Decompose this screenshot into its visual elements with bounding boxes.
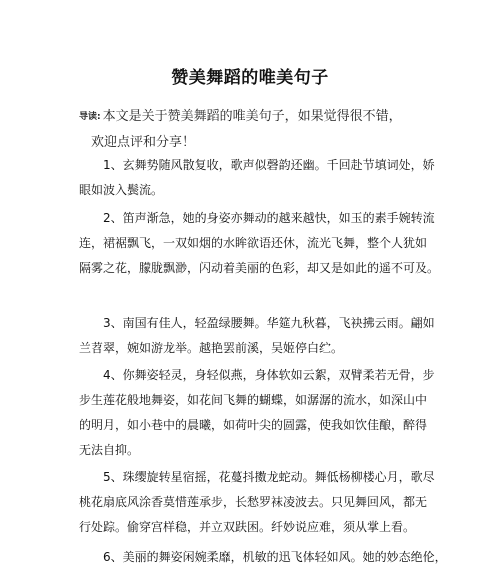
paragraph-6 [79,545,447,566]
paragraph-line: 行处踪。偷穿宫样稳，并立双趺困。纤妙说应难，须从掌上看。 [79,520,416,534]
paragraph-line: 眼如波入鬓流。 [79,183,164,197]
paragraph-line: 4、你舞姿轻灵，身轻似燕，身体软如云絮，双臂柔若无骨，步 [103,368,435,382]
intro-summary [79,104,439,155]
intro-text-line-1: 本文是关于赞美舞蹈的唯美句子，如果觉得很不错， [102,109,402,124]
paragraph-line: 连，裙裾飘飞，一双如烟的水眸欲语还休，流光飞舞，整个人犹如 [79,236,428,250]
paragraph-line: 步生莲花般地舞姿，如花间飞舞的蝴蝶，如潺潺的流水，如深山中 [79,393,428,407]
paragraph-line: 5、珠缨旋转星宿摇，花蔓抖擞龙蛇动。舞低杨柳楼心月，歌尽 [103,470,435,484]
paragraph-4 [79,363,435,463]
paragraph-line: 2、笛声渐急，她的身姿亦舞动的越来越快，如玉的素手婉转流 [103,211,435,225]
paragraph-1 [79,153,435,203]
paragraph-line: 6、美丽的舞姿闲婉柔靡，机敏的迅飞体轻如风。她的妙态绝伦， [103,550,447,564]
page-title: 赞美舞蹈的唯美句子 [171,68,329,88]
paragraph-line: 无法自抑。 [79,443,140,457]
paragraph-line: 的明月，如小巷中的晨曦，如荷叶尖的圆露，使我如饮佳酿，醉得 [79,418,428,432]
intro-text-line-2: 欢迎点评和分享！ [91,135,196,150]
paragraph-2 [79,206,440,281]
paragraph-line: 桃花扇底风涂香莫惜莲承步，长愁罗袜凌波去。只见舞回风，都无 [79,495,428,509]
intro-label: 导读: [79,112,101,122]
paragraph-line: 1、玄舞势随风散复收，歌声似磬韵还幽。千回赴节填词处，娇 [103,158,435,172]
paragraph-5 [79,465,435,540]
paragraph-3 [79,311,435,361]
paragraph-line: 隔雾之花，朦胧飘渺，闪动着美丽的色彩，却又是如此的遥不可及。 [79,261,440,275]
paragraph-line: 3、南国有佳人，轻盈绿腰舞。华筵九秋暮，飞袂拂云雨。翩如 [103,316,435,330]
paragraph-line: 兰苕翠，婉如游龙举。越艳罢前溪，吴姬停白纻。 [79,341,344,355]
